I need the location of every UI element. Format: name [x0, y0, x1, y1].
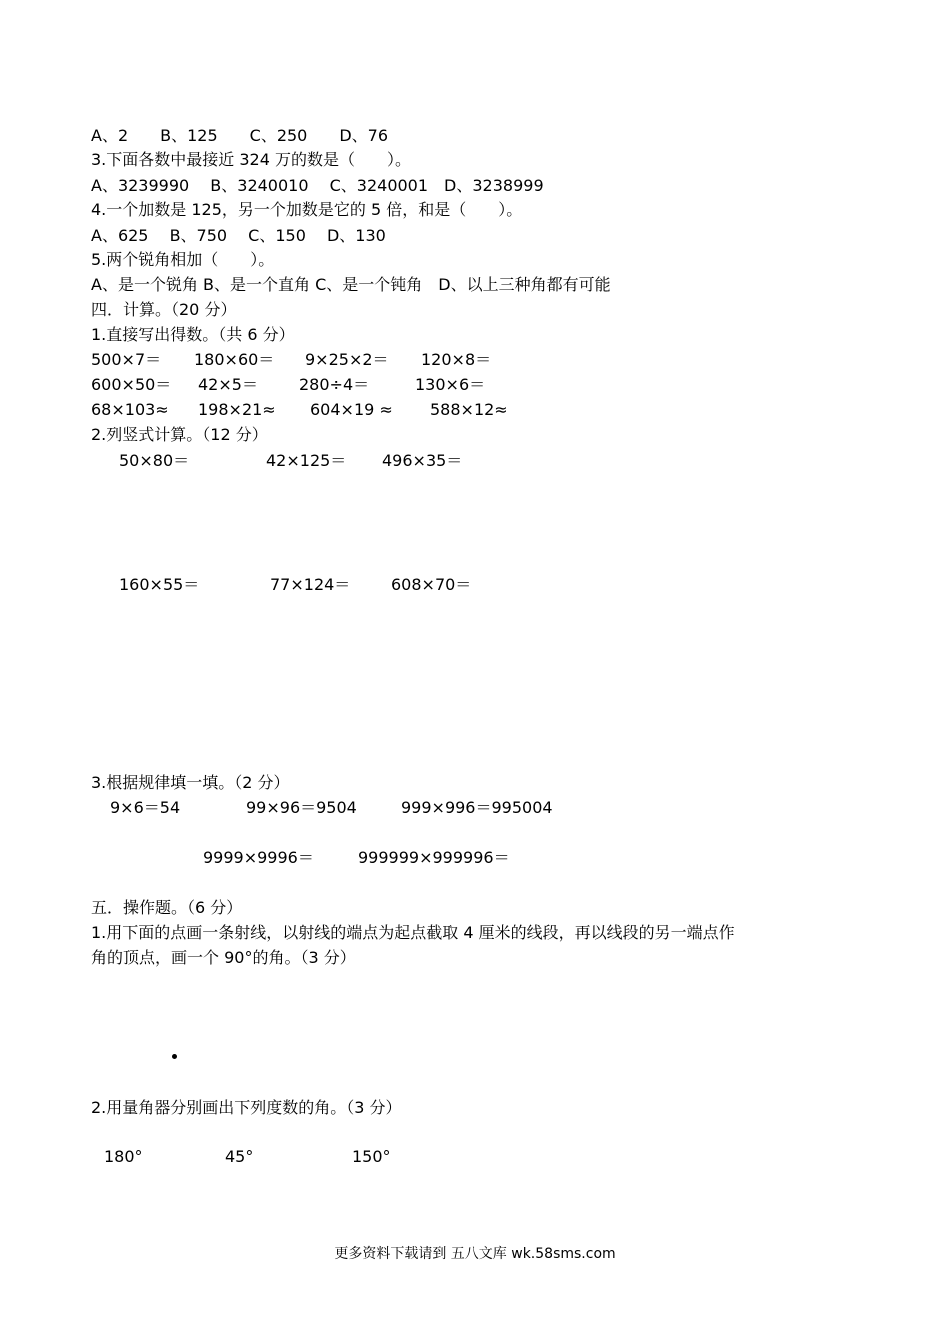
- vertical-calc-item: 42×125＝: [266, 451, 347, 470]
- section4-title: 四．计算。（20 分）: [91, 300, 237, 319]
- footer-link[interactable]: 更多资料下载请到 五八文库 wk.58sms.com: [334, 1246, 616, 1262]
- angle-label: 150°: [352, 1147, 391, 1166]
- calc-item: 604×19 ≈: [310, 400, 393, 419]
- start-point-dot: [172, 1054, 177, 1059]
- section4-p1-title: 1.直接写出得数。（共 6 分）: [91, 325, 295, 344]
- section5-p1-line1: 1.用下面的点画一条射线，以射线的端点为起点截取 4 厘米的线段，再以线段的另一端点作: [91, 923, 735, 942]
- q5-options: A、是一个锐角 B、是一个直角 C、是一个钝角 D、以上三种角都有可能: [91, 275, 611, 294]
- q3-question: 3.下面各数中最接近 324 万的数是（ ）。: [91, 150, 411, 169]
- calc-item: 42×5＝: [198, 375, 258, 394]
- calc-item: 588×12≈: [430, 400, 508, 419]
- pattern-item: 999999×999996＝: [358, 848, 510, 867]
- section5-title: 五．操作题。（6 分）: [91, 898, 243, 917]
- section5-p1-line2: 角的顶点，画一个 90°的角。（3 分）: [91, 948, 356, 967]
- vertical-calc-item: 160×55＝: [119, 575, 200, 594]
- q3-options: A、3239990 B、3240010 C、3240001 D、3238999: [91, 176, 544, 195]
- q2-options: A、2 B、125 C、250 D、76: [91, 126, 389, 145]
- pattern-item: 9×6＝54: [110, 798, 181, 817]
- vertical-calc-item: 608×70＝: [391, 575, 472, 594]
- pattern-item: 999×996＝995004: [401, 798, 553, 817]
- q5-question: 5.两个锐角相加（ ）。: [91, 250, 275, 269]
- calc-item: 120×8＝: [421, 350, 492, 369]
- q4-question: 4.一个加数是 125，另一个加数是它的 5 倍，和是（ ）。: [91, 200, 523, 219]
- vertical-calc-item: 496×35＝: [382, 451, 463, 470]
- calc-item: 180×60＝: [194, 350, 275, 369]
- vertical-calc-item: 77×124＝: [270, 575, 351, 594]
- calc-item: 500×7＝: [91, 350, 162, 369]
- calc-item: 9×25×2＝: [305, 350, 389, 369]
- pattern-item: 9999×9996＝: [203, 848, 314, 867]
- calc-item: 280÷4＝: [299, 375, 370, 394]
- section4-p3-title: 3.根据规律填一填。（2 分）: [91, 773, 290, 792]
- calc-item: 198×21≈: [198, 400, 276, 419]
- calc-item: 68×103≈: [91, 400, 169, 419]
- pattern-item: 99×96＝9504: [246, 798, 357, 817]
- calc-item: 600×50＝: [91, 375, 172, 394]
- angle-label: 45°: [225, 1147, 254, 1166]
- section4-p2-title: 2.列竖式计算。（12 分）: [91, 425, 268, 444]
- q4-options: A、625 B、750 C、150 D、130: [91, 226, 386, 245]
- calc-item: 130×6＝: [415, 375, 486, 394]
- vertical-calc-item: 50×80＝: [119, 451, 190, 470]
- section5-p2-title: 2.用量角器分别画出下列度数的角。（3 分）: [91, 1098, 402, 1117]
- angle-label: 180°: [104, 1147, 143, 1166]
